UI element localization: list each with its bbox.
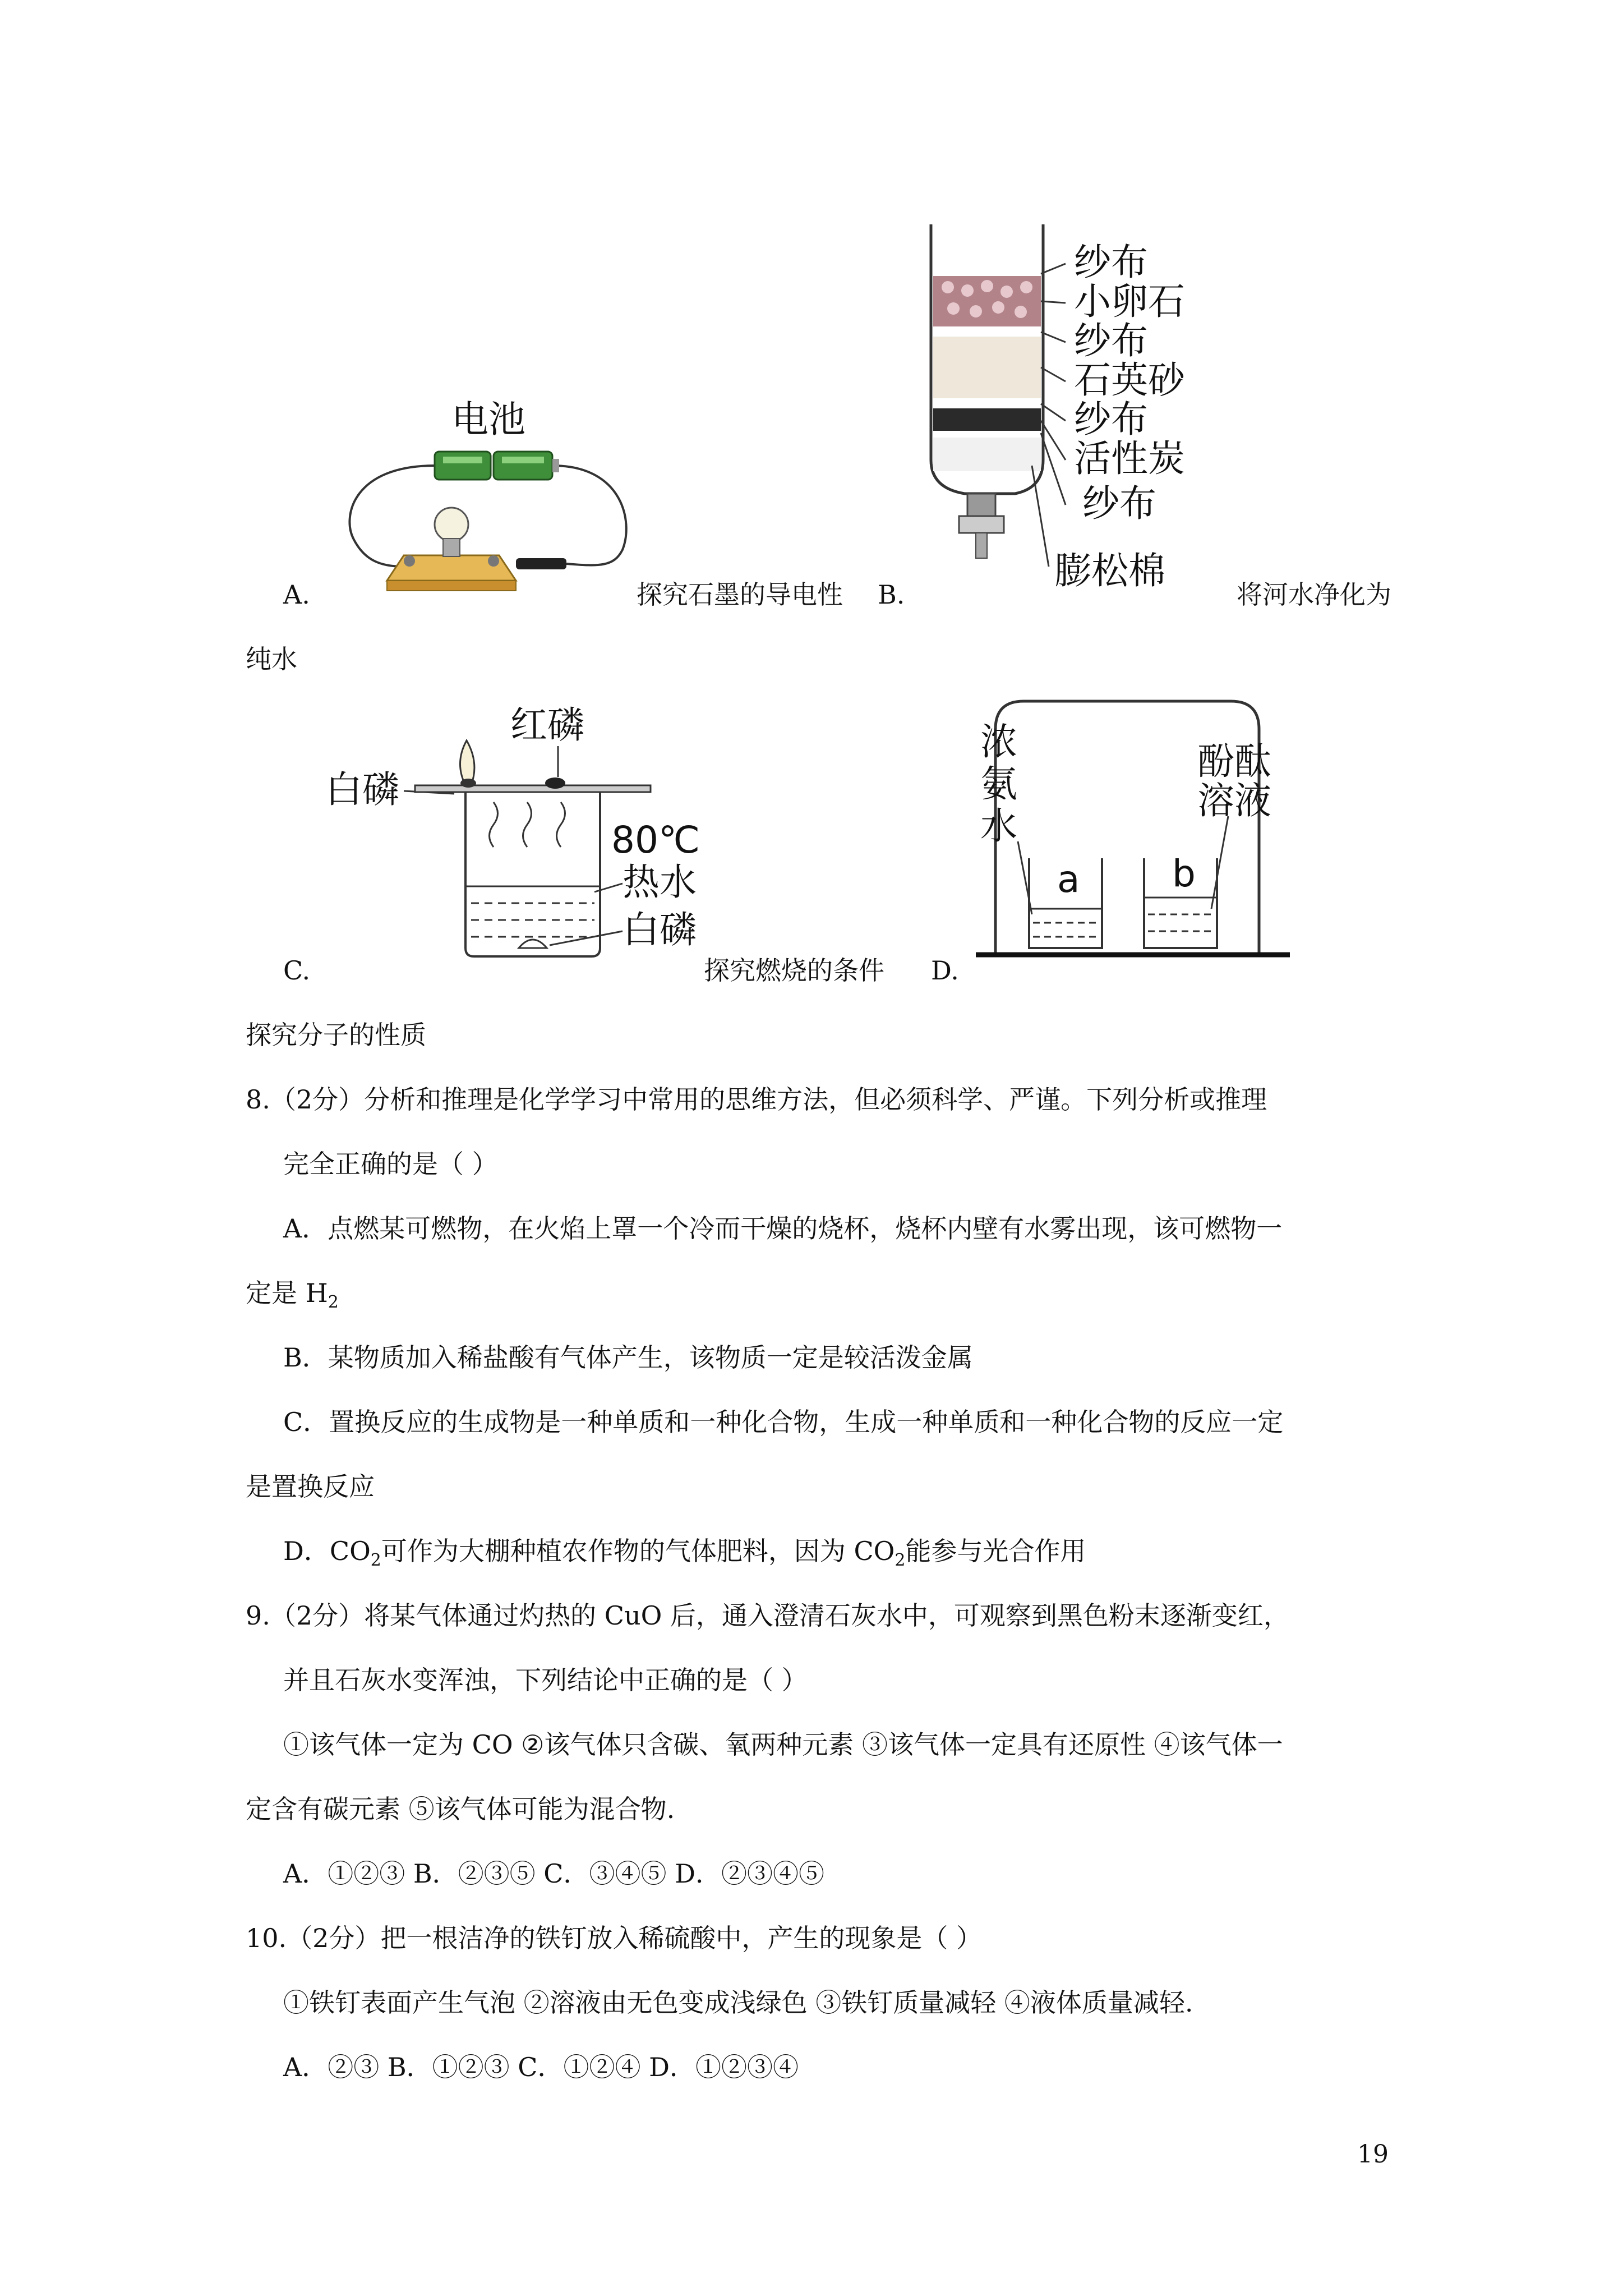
q9-options: A．①②③ B．②③⑤ C．③④⑤ D．②③④⑤ — [283, 1858, 824, 1889]
q8-option-a: A．点燃某可燃物，在火焰上罩一个冷而干燥的烧杯，烧杯内壁有水雾出现，该可燃物一 — [283, 1213, 1283, 1244]
phenolphthalein-label-2: 溶液 — [1197, 779, 1271, 822]
option-c-text: 探究燃烧的条件 — [704, 955, 884, 986]
white-phosphorus-top-label: 白磷 — [325, 768, 399, 811]
beaker-icon — [465, 792, 600, 956]
figure-d-molecules — [976, 690, 1290, 959]
copper-plate — [415, 785, 651, 792]
ammonia-label-2: 氨 — [980, 762, 1017, 806]
temperature-label: 80℃ — [611, 818, 700, 862]
layer-label-1: 纱布 — [1074, 241, 1148, 284]
red-phosphorus-label: 红磷 — [510, 703, 584, 747]
white-phosphorus-bottom-icon — [519, 940, 547, 948]
layer-label-8: 膨松棉 — [1054, 549, 1165, 592]
layer-label-5: 纱布 — [1074, 398, 1148, 441]
red-phosphorus-icon — [545, 777, 565, 789]
battery-label: 电池 — [451, 398, 525, 441]
q8-option-b: B．某物质加入稀盐酸有气体产生，该物质一定是较活泼金属 — [283, 1342, 973, 1373]
q8-stem: 8.（2分）分析和推理是化学学习中常用的思维方法，但必须科学、严谨。下列分析或推理 — [246, 1084, 1267, 1115]
option-c-letter: C. — [283, 955, 311, 986]
layer-label-3: 纱布 — [1074, 319, 1148, 362]
figure-a-circuit — [331, 387, 645, 600]
option-d-text: 探究分子的性质 — [246, 1020, 426, 1050]
q9-statements-cont: 定含有碳元素 ⑤该气体可能为混合物. — [246, 1794, 675, 1824]
graphite-rod-icon — [516, 558, 566, 569]
option-a-text: 探究石墨的导电性 — [637, 579, 843, 610]
page-number: 19 — [1357, 2140, 1389, 2169]
layer-label-2: 小卵石 — [1074, 280, 1185, 323]
q8-option-c-cont: 是置换反应 — [246, 1471, 375, 1502]
q8-stem-cont: 完全正确的是（ ） — [283, 1149, 498, 1179]
valve-icon — [959, 494, 1004, 558]
option-a-letter: A. — [283, 579, 310, 610]
ammonia-label-1: 浓 — [980, 720, 1017, 763]
q9-statements: ①该气体一定为 CO ②该气体只含碳、氧两种元素 ③该气体一定具有还原性 ④该气体一 — [283, 1729, 1283, 1760]
layer-label-4: 石英砂 — [1074, 358, 1185, 402]
beaker-a-label: a — [1057, 858, 1080, 901]
phenolphthalein-label-1: 酚酞 — [1197, 740, 1271, 783]
figure-b-water-filter — [920, 224, 1234, 606]
q9-stem: 9.（2分）将某气体通过灼热的 CuO 后，通入澄清石灰水中，可观察到黑色粉末逐渐变红， — [246, 1600, 1289, 1631]
quartz-sand-layer — [933, 337, 1041, 398]
q8-option-a-cont: 定是 $H_2$ — [246, 1278, 339, 1313]
q10-statements: ①铁钉表面产生气泡 ②溶液由无色变成浅绿色 ③铁钉质量减轻 ④液体质量减轻. — [283, 1987, 1193, 2018]
layer-label-7: 纱布 — [1082, 482, 1156, 525]
bulb-board-icon — [387, 508, 516, 591]
beaker-b-label: b — [1172, 852, 1196, 895]
ammonia-label-3: 水 — [980, 804, 1017, 848]
option-d-letter: D. — [931, 955, 959, 986]
option-b-text: 将河水净化为 — [1237, 579, 1391, 610]
cotton-layer — [933, 438, 1041, 471]
option-b-letter: B. — [878, 579, 905, 610]
figure-c-combustion — [325, 701, 718, 970]
q9-stem-cont: 并且石灰水变浑浊，下列结论中正确的是（ ） — [283, 1665, 808, 1695]
q8-option-c: C．置换反应的生成物是一种单质和一种化合物，生成一种单质和一种化合物的反应一定 — [283, 1407, 1284, 1437]
white-phosphorus-bottom-label: 白磷 — [623, 908, 697, 951]
flame-icon — [460, 740, 474, 785]
battery-icon — [435, 452, 559, 480]
layer-label-6: 活性炭 — [1074, 437, 1185, 480]
q8-option-d: D．$CO_2$可作为大棚种植农作物的气体肥料，因为 $CO_2$能参与光合作用 — [283, 1536, 1086, 1571]
q10-stem: 10.（2分）把一根洁净的铁钉放入稀硫酸中，产生的现象是（ ） — [246, 1923, 983, 1953]
hot-water-label: 热水 — [623, 861, 697, 904]
bell-jar-icon — [995, 701, 1259, 954]
option-b-text-cont: 纯水 — [246, 644, 297, 674]
q10-options: A．②③ B．①②③ C．①②④ D．①②③④ — [283, 2052, 799, 2082]
activated-carbon-layer — [933, 408, 1041, 431]
